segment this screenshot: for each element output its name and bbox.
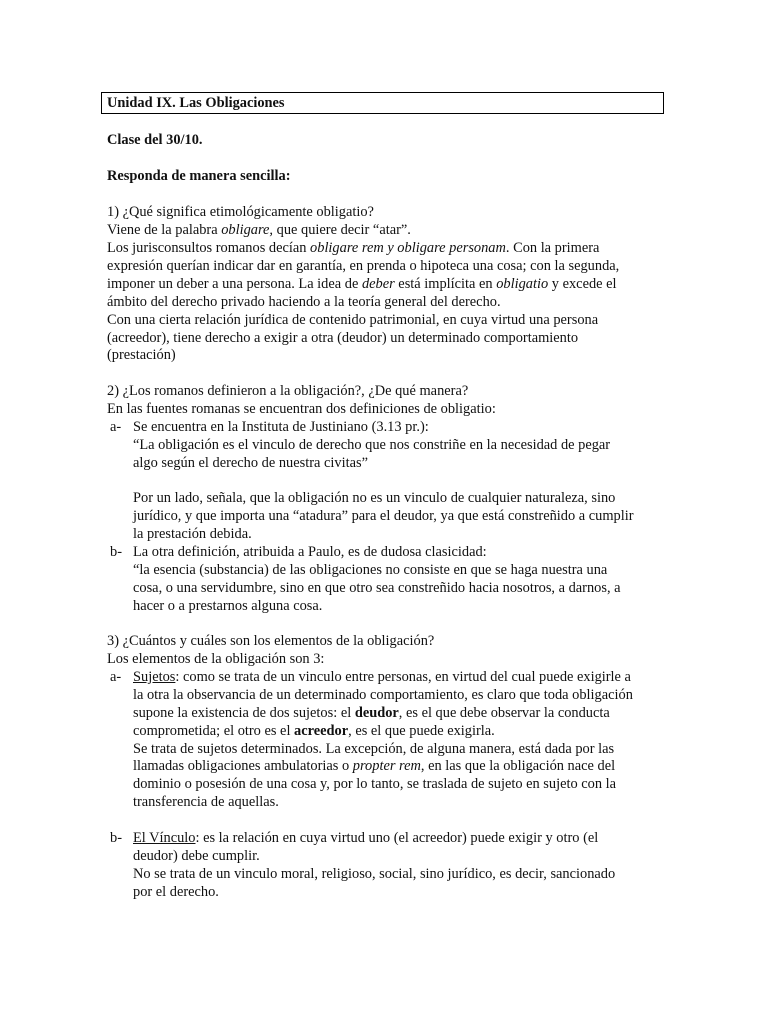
q2-b-line-2: “la esencia (substancia) de las obligaciones no consiste en que se haga nuestra una xyxy=(133,562,608,578)
q3-a-l3-text: supone la existencia de dos sujetos: el xyxy=(133,705,355,721)
q1-l4-term-1: deber xyxy=(361,276,395,292)
q2-intro: En las fuentes romanas se encuentran dos definiciones de obligatio: xyxy=(107,401,496,417)
q3-a-marker: a- xyxy=(110,669,122,685)
q3-intro: Los elementos de la obligación son 3: xyxy=(107,651,325,667)
q2-a-line-5: jurídico, y que importa una “atadura” para el deudor, ya que está constreñido a cumplir xyxy=(133,508,634,524)
q3-b-marker: b- xyxy=(110,830,122,846)
q1-l2-text: Los jurisconsultos romanos decían xyxy=(107,240,311,256)
q2-a-line-6: la prestación debida. xyxy=(133,526,252,542)
q3-a-l6-term: propter rem xyxy=(352,758,421,774)
q1-line-4 xyxy=(107,275,617,293)
q2-b-line-1: La otra definición, atribuida a Paulo, es de dudosa clasicidad: xyxy=(133,544,487,560)
q3-b-l1-rest: : es la relación en cuya virtud uno (el acreedor) puede exigir y otro (el xyxy=(195,830,599,846)
q3-a-l6-text: llamadas obligaciones ambulatorias o xyxy=(133,758,353,774)
q3-b-line-3: No se trata de un vinculo moral, religioso, social, sino jurídico, es decir, sancionado xyxy=(133,866,616,882)
q1-l4-mid: está implícita en xyxy=(394,276,497,292)
q3-a-line-7: dominio o posesión de una cosa y, por lo tanto, se traslada de sujeto en sujeto con la xyxy=(133,776,617,792)
q2-a-line-2: “La obligación es el vinculo de derecho que nos constriñe en la necesidad de pegar xyxy=(133,437,611,453)
q2-a-line-4: Por un lado, señala, que la obligación no es un vinculo de cualquier naturaleza, sino xyxy=(133,490,616,506)
q1-line-2 xyxy=(107,239,599,257)
q3-a-line-2: la otra la observancia de un determinado comportamiento, es claro que toda obligación xyxy=(133,687,633,703)
q2-a-line-1: Se encuentra en la Instituta de Justiniano (3.13 pr.): xyxy=(133,419,429,435)
q3-a-l6-rest: , en las que la obligación nace del xyxy=(420,758,616,774)
q3-question: 3) ¿Cuántos y cuáles son los elementos de la obligación? xyxy=(107,633,435,649)
q3-a-line-5: Se trata de sujetos determinados. La excepción, de alguna manera, está dada por las xyxy=(133,741,615,757)
q1-l4-text: imponer un deber a una persona. La idea de xyxy=(107,276,362,292)
q2-b-line-4: hacer o a prestarnos alguna cosa. xyxy=(133,598,323,614)
q2-b-line-3: cosa, o una servidumbre, sino en que otro sea constreñido hacia nosotros, a darnos, a xyxy=(133,580,621,596)
instructions: Responda de manera sencilla: xyxy=(107,168,291,184)
q2-a-marker: a- xyxy=(110,419,122,435)
q3-a-line-6 xyxy=(133,757,615,775)
q3-a-line-8: transferencia de aquellas. xyxy=(133,794,279,810)
class-date: Clase del 30/10. xyxy=(107,132,203,148)
q3-b-line-4: por el derecho. xyxy=(133,884,219,900)
q3-a-line-1 xyxy=(133,668,631,686)
q3-a-l4-rest: , es el que puede exigirla. xyxy=(348,723,495,739)
q2-question: 2) ¿Los romanos definieron a la obligación?, ¿De qué manera? xyxy=(107,383,469,399)
q3-a-l3-term: deudor xyxy=(354,705,399,721)
q3-a-l4-term: acreedor xyxy=(294,723,349,739)
q3-a-line-4 xyxy=(133,722,495,740)
q2-a-line-3: algo según el derecho de nuestra civitas” xyxy=(133,455,368,471)
q1-line-5: ámbito del derecho privado haciendo a la teoría general del derecho. xyxy=(107,294,501,310)
q3-b-line-1 xyxy=(133,829,598,847)
unit-title: Unidad IX. Las Obligaciones xyxy=(107,95,285,111)
unit-title-box xyxy=(101,92,664,114)
q3-b-term: El Vínculo xyxy=(133,830,196,846)
q3-a-l4-text: comprometida; el otro es el xyxy=(133,723,295,739)
q1-l2-term: obligare rem y obligare personam xyxy=(310,240,506,256)
q1-l2-rest: . Con la primera xyxy=(505,240,600,256)
q1-l4-term-2: obligatio xyxy=(496,276,549,292)
q1-line-8: (prestación) xyxy=(107,347,176,363)
q3-a-l3-rest: , es el que debe observar la conducta xyxy=(398,705,610,721)
q1-l4-rest: y excede el xyxy=(548,276,617,292)
q3-a-term: Sujetos xyxy=(133,669,176,685)
q1-l1-rest: que quiere decir “atar”. xyxy=(273,222,411,238)
q3-a-line-3 xyxy=(133,704,610,722)
q1-line-6: Con una cierta relación jurídica de contenido patrimonial, en cuya virtud una persona xyxy=(107,312,599,328)
q3-b-line-2: deudor) debe cumplir. xyxy=(133,848,260,864)
q1-l1-text: Viene de la palabra xyxy=(107,222,222,238)
q1-l1-term: obligare, xyxy=(221,222,274,238)
q1-line-7: (acreedor), tiene derecho a exigir a otra (deudor) un determinado comportamiento xyxy=(107,330,579,346)
q2-b-marker: b- xyxy=(110,544,122,560)
q1-question: 1) ¿Qué significa etimológicamente obligatio? xyxy=(107,204,374,220)
q3-a-l1-rest: : como se trata de un vinculo entre personas, en virtud del cual puede exigirle a xyxy=(175,669,631,685)
q1-line-3: expresión querían indicar dar en garantía, en prenda o hipoteca una cosa; con la segunda, xyxy=(107,258,620,274)
q1-line-1 xyxy=(107,221,411,239)
